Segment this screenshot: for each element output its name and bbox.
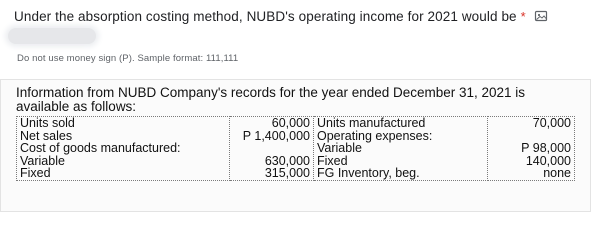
intro-line: available as follows: [16, 99, 137, 114]
redacted-area [8, 28, 96, 44]
left-labels-cell [17, 117, 230, 181]
left-label: Variable [20, 153, 65, 168]
question-image-content [16, 86, 590, 181]
right-label: Units manufactured [317, 116, 426, 130]
right-value: 70,000 [532, 116, 571, 130]
left-value: 60,000 [271, 116, 310, 130]
right-label: Operating expenses: [317, 128, 433, 143]
right-value: none [543, 166, 571, 181]
right-value: P 98,000 [521, 141, 571, 156]
left-value: P 1,400,000 [242, 128, 310, 143]
right-label: Fixed [317, 153, 348, 168]
left-label: Net sales [20, 128, 73, 143]
right-values-cell [488, 117, 575, 181]
intro-line: Information from NUBD Company's records for the year ended December 31, 2021 is [16, 85, 526, 100]
right-value: 140,000 [525, 153, 571, 168]
intro-text [16, 86, 586, 114]
left-value [233, 142, 310, 155]
left-value: 630,000 [264, 153, 310, 168]
left-label: Units sold [20, 116, 75, 130]
info-table [16, 116, 575, 181]
right-label: FG Inventory, beg. [317, 166, 420, 181]
left-value: 315,000 [264, 166, 310, 181]
image-icon[interactable] [534, 9, 548, 23]
question-header [14, 6, 548, 26]
required-marker: * [520, 8, 526, 24]
right-label: Variable [317, 141, 362, 156]
left-label: Fixed [20, 166, 51, 181]
left-values-cell [230, 117, 314, 181]
right-labels-cell [314, 117, 488, 181]
question-title: Under the absorption costing method, NUBD's operating income for 2021 would be [14, 8, 517, 24]
left-label: Cost of goods manufactured: [20, 141, 181, 156]
help-text: Do not use money sign (P). Sample format: 111,111 [17, 53, 239, 64]
